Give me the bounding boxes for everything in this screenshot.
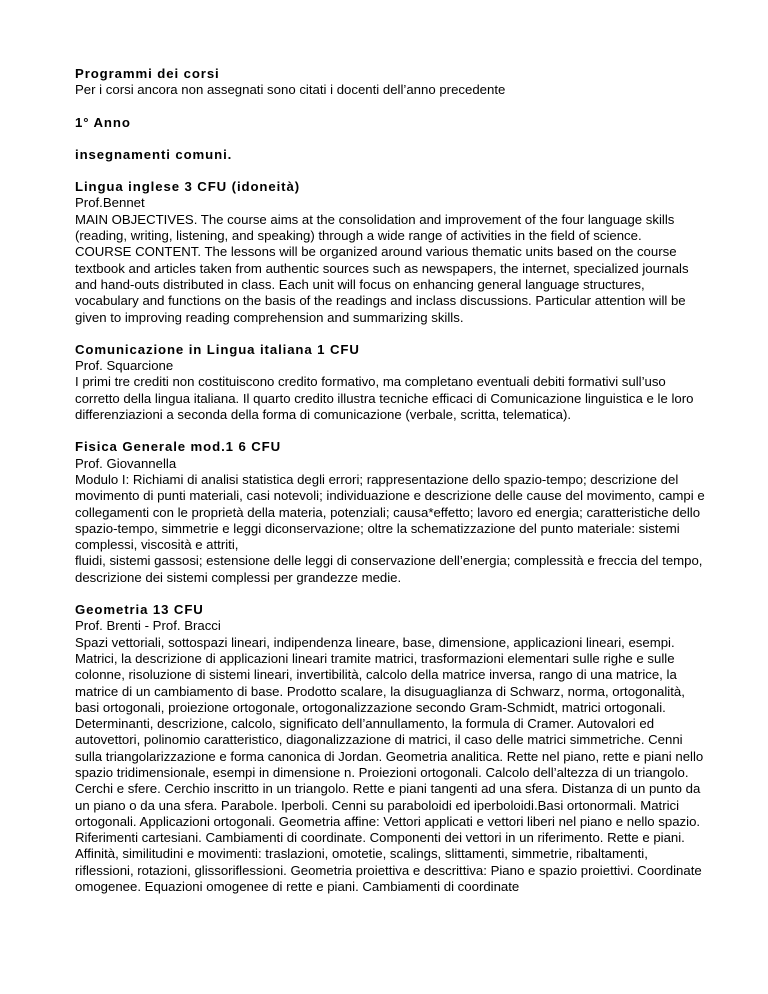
course-title: Lingua inglese 3 CFU (idoneità) (75, 179, 300, 195)
course-professor: Prof. Giovannella (75, 455, 177, 471)
course-paragraph: MAIN OBJECTIVES. The course aims at the consolidation and improvement of the four language skills (reading, writing, listening, and speaking) through a wide range of activities in the field of science. (75, 211, 675, 244)
course-physics (75, 439, 708, 586)
course-italian (75, 342, 708, 423)
course-english (75, 179, 708, 326)
course-paragraph: Spazi vettoriali, sottospazi lineari, indipendenza lineare, base, dimensione, applicazioni lineari, esempi. Matrici, la descrizione di applicazioni lineari tramite matrici, trasformazioni elementari sulle righe e sulle colonne, risoluzione di sistemi lineari, invertibilità, calcolo della matrice inversa, rango di una matrice, la matrice di un cambiamento di base. Prodotto scalare, la disuguaglianza di Schwarz, norma, ortogonalità, basi ortogonali, proiezione ortogonale, ortogonalizzazione secondo Gram-Schmidt, matrici ortogonali. Determinanti, descrizione, calcolo, significato dell’annullamento, la formula di Cramer. Autovalori ed autovettori, polinomio caratteristico, diagonalizzazione di matrici, il caso delle matrici simmetriche. Cenni sulla triangolarizzazione e forma canonica di Jordan. Geometria analitica. Rette nel piano, rette e piani nello spazio tridimensionale, esempi in dimensione n. Proiezioni ortogonali. Calcolo dell’altezza di un triangolo. Cerchi e sfere. Cerchio inscritto in un triangolo. Rette e piani tangenti ad una sfera. Distanza di un punto da un piano o da una sfera. Parabole. Iperboli. Cenni su paraboloidi ed iperboloidi.Basi ortonormali. Matrici ortogonali. Applicazioni ortogonali. Geometria affine: Vettori applicati e vettori liberi nel piano e nello spazio. Riferimenti cartesiani. Cambiamenti di coordinate. Componenti dei vettori in un riferimento. Rette e piani. (75, 634, 704, 846)
document-title: Programmi dei corsi (75, 66, 220, 81)
course-title: Comunicazione in Lingua italiana 1 CFU (75, 341, 360, 357)
course-paragraph: I primi tre crediti non costituiscono credito formativo, ma completano eventuali debiti formativi sull’uso corretto della lingua italiana. Il quarto credito illustra tecniche efficaci di Comunicazione linguistica e le loro differenziazioni a seconda della forma di comunicazione (verbale, scritta, telematica). (75, 374, 694, 423)
course-paragraph: fluidi, sistemi gassosi; estensione delle leggi di conservazione dell’energia; complessità e freccia del tempo, descrizione dei sistemi complessi per grandezze medie. (75, 553, 703, 585)
course-paragraph: COURSE CONTENT. The lessons will be organized around various thematic units based on the course textbook and articles taken from authentic sources such as newspapers, the internet, specialized journals and hand-outs distributed in class. Each unit will focus on enhancing general language structures, vocabulary and functions on the basis of the readings and inclass discussions. Particular attention will be given to improving reading comprehension and summarizing skills. (75, 244, 689, 325)
year-heading: 1° Anno (75, 114, 131, 130)
course-geometry (75, 602, 708, 895)
course-title: Fisica Generale mod.1 6 CFU (75, 439, 282, 455)
course-professor: Prof. Squarcione (75, 358, 174, 374)
course-professor: Prof. Brenti - Prof. Bracci (75, 618, 221, 634)
course-professor: Prof.Bennet (75, 195, 145, 211)
course-title: Geometria 13 CFU (75, 602, 204, 618)
document-subtitle: Per i corsi ancora non assegnati sono citati i docenti dell’anno precedente (75, 82, 506, 98)
common-courses-heading: insegnamenti comuni. (75, 146, 233, 162)
course-paragraph: Modulo I: Richiami di analisi statistica degli errori; rappresentazione dello spazio-tempo; descrizione del movimento di punti materiali, casi notevoli; individuazione e descrizione delle cause del movimento, campi e collegamenti con le proprietà della materia, potenziali; causa*effetto; lavoro ed energia; caratteristiche dello spazio-tempo, simmetrie e leggi diconservazione; oltre la schematizzazione del punto materiale: sistemi complessi, viscosità e attriti, (75, 471, 705, 553)
course-paragraph: Affinità, similitudini e movimenti: traslazioni, omotetie, scalings, slittamenti, simmetrie, ribaltamenti, riflessioni, rotazioni, glissoriflessioni. Geometria proiettiva e descrittiva: Piano e spazio proiettivi. Coordinate omogenee. Equazioni omogenee di rette e piani. Cambiamenti di coordinate (75, 846, 702, 895)
